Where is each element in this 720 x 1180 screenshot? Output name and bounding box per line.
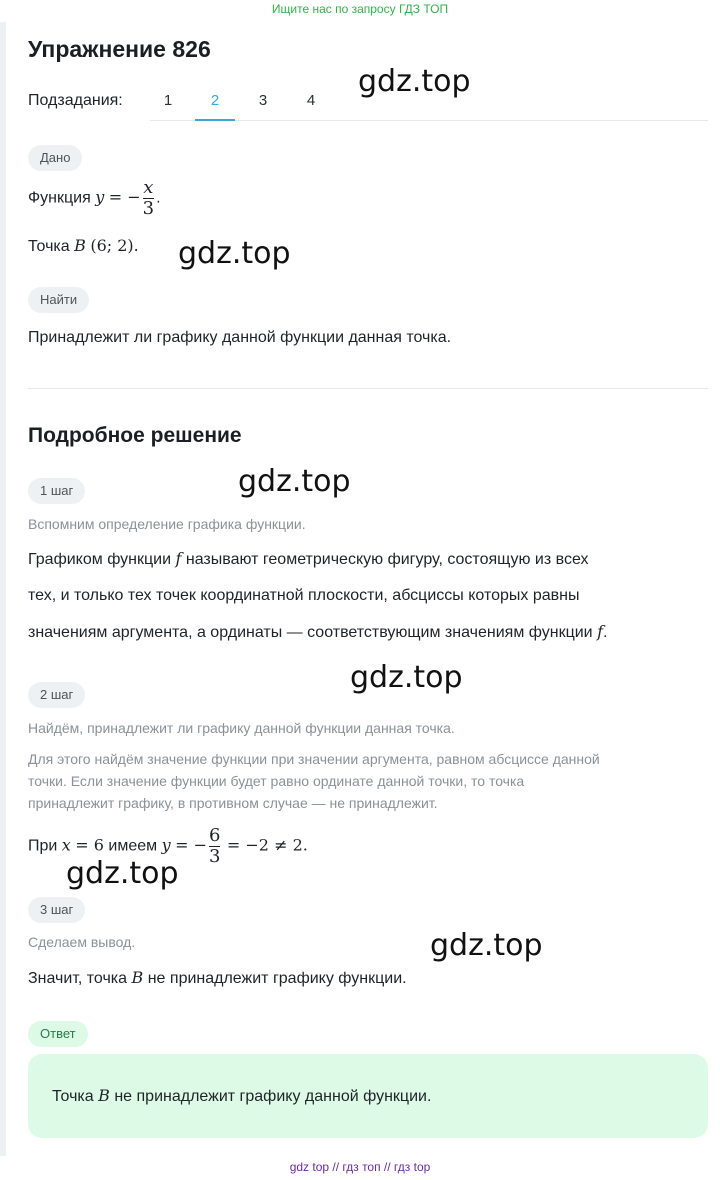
conclusion-part2: не принадлежит графику функции. bbox=[147, 970, 407, 987]
answer-badge: Ответ bbox=[28, 1021, 88, 1047]
calc-x: x bbox=[61, 835, 71, 855]
calc-denominator: 3 bbox=[209, 846, 221, 867]
step2-hint: Найдём, принадлежит ли графику данной функции данная точка. bbox=[28, 720, 455, 736]
conclusion-point: B bbox=[131, 968, 144, 987]
subtask-tab-2[interactable]: 2 bbox=[210, 92, 220, 109]
page-title: Упражнение 826 bbox=[28, 36, 211, 62]
calc-prefix: При bbox=[28, 837, 58, 855]
watermark: gdz.top bbox=[178, 236, 291, 271]
subtask-tab-3[interactable]: 3 bbox=[258, 92, 268, 109]
subtask-tab-1[interactable]: 1 bbox=[163, 92, 173, 109]
step2-explain-line2: точки. Если значение функции будет равно ординате данной точки, то точка bbox=[28, 773, 525, 789]
step1-hint: Вспомним определение графика функции. bbox=[28, 516, 306, 532]
step2-explain-line3: принадлежит графику, в противном случае — не принадлежит. bbox=[28, 795, 438, 811]
answer-part2: не принадлежит графику данной функции. bbox=[114, 1088, 432, 1105]
definition-f2: f bbox=[597, 622, 603, 641]
watermark: gdz.top bbox=[66, 856, 179, 891]
footer-links[interactable]: gdz top // гдз топ // гдз top bbox=[289, 1160, 431, 1174]
calc-y: y bbox=[161, 835, 171, 855]
step1-badge: 1 шаг bbox=[28, 478, 85, 504]
function-fraction bbox=[143, 178, 154, 219]
conclusion-part1: Значит, точка bbox=[28, 970, 128, 987]
function-eq: = − bbox=[108, 187, 141, 207]
definition-f: f bbox=[175, 549, 182, 568]
watermark: gdz.top bbox=[350, 660, 463, 695]
watermark: gdz.top bbox=[238, 464, 351, 499]
given-function bbox=[28, 178, 718, 219]
step3-badge: 3 шаг bbox=[28, 897, 85, 923]
answer-point: B bbox=[98, 1086, 110, 1105]
definition-part3: значениям аргумента, а ординаты — соответствующим значениям функции bbox=[28, 624, 593, 641]
subtask-tab-4[interactable]: 4 bbox=[306, 92, 316, 109]
function-end: . bbox=[156, 189, 161, 207]
calc-x-value: = 6 bbox=[75, 835, 104, 855]
calc-fraction bbox=[209, 826, 220, 867]
given-badge: Дано bbox=[28, 145, 82, 171]
calc-result: = −2 ≠ 2. bbox=[226, 835, 308, 855]
calc-have: имеем bbox=[108, 837, 158, 855]
definition-end: . bbox=[603, 624, 608, 641]
answer-part1: Точка bbox=[52, 1088, 94, 1105]
watermark: gdz.top bbox=[430, 928, 543, 963]
answer-text bbox=[52, 1078, 431, 1115]
function-y: y bbox=[95, 187, 105, 207]
fraction-denominator: 3 bbox=[142, 198, 155, 219]
find-text: Принадлежит ли графику данной функции данная точка. bbox=[28, 329, 452, 346]
step2-explain-line1: Для этого найдём значение функции при значении аргумента, равном абсциссе данной bbox=[28, 751, 600, 767]
point-name: B bbox=[74, 236, 86, 255]
step3-conclusion bbox=[28, 960, 718, 997]
subtasks-label: Подзадания: bbox=[28, 92, 123, 109]
step1-line2: тех, и только тех точек координатной плоскости, абсциссы которых равны bbox=[28, 587, 580, 604]
search-banner: Ищите нас по запросу ГДЗ ТОП bbox=[271, 2, 449, 16]
fraction-numerator: x bbox=[143, 177, 154, 198]
solution-heading: Подробное решение bbox=[28, 424, 242, 447]
function-prefix: Функция bbox=[28, 189, 91, 207]
calc-eq: = − bbox=[175, 835, 207, 855]
section-divider bbox=[28, 388, 708, 389]
step3-hint: Сделаем вывод. bbox=[28, 934, 136, 950]
find-badge: Найти bbox=[28, 287, 89, 313]
step2-badge: 2 шаг bbox=[28, 682, 85, 708]
answer-box bbox=[28, 1054, 708, 1138]
watermark: gdz.top bbox=[358, 64, 471, 99]
definition-part2: называют геометрическую фигуру, состоящую из всех bbox=[185, 551, 589, 568]
point-coords: (6; 2). bbox=[90, 236, 139, 255]
calc-numerator: 6 bbox=[209, 825, 221, 846]
point-prefix: Точка bbox=[28, 238, 70, 255]
step1-line1 bbox=[28, 541, 718, 578]
step1-line3 bbox=[28, 614, 718, 651]
active-subtask-underline bbox=[195, 119, 235, 121]
definition-part1: Графиком функции bbox=[28, 551, 172, 568]
given-point bbox=[28, 228, 718, 265]
left-border bbox=[0, 22, 6, 1156]
